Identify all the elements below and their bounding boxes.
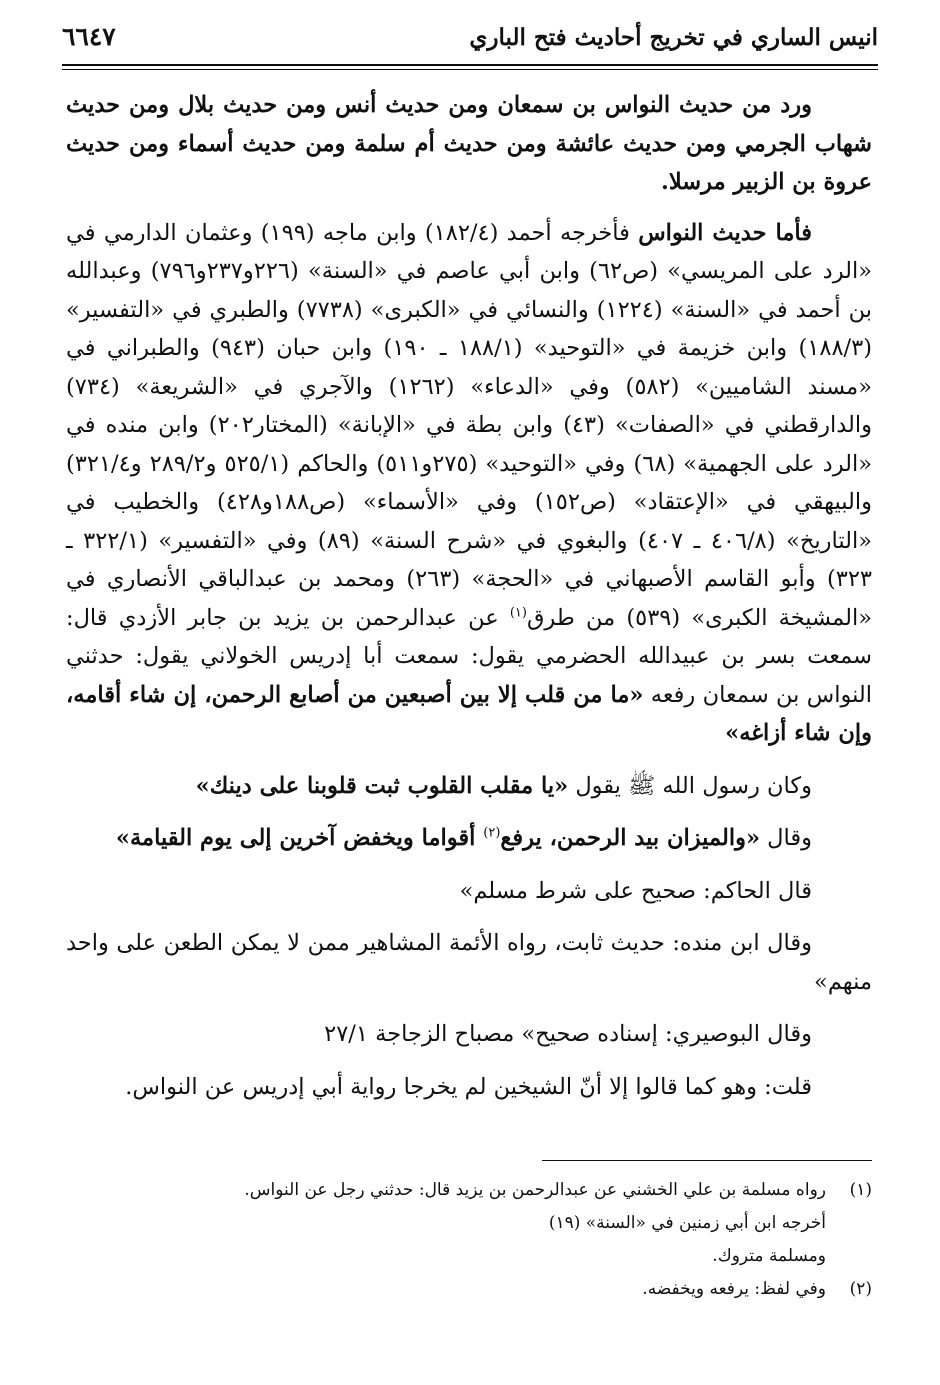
book-title: انيس الساري في تخريج أحاديث فتح الباري bbox=[469, 24, 878, 51]
hadith-mizan-2: أقواما ويخفض آخرين إلى يوم القيامة» bbox=[115, 825, 484, 851]
footnotes bbox=[66, 1174, 872, 1306]
footnote-1-line-3: ومسلمة متروك. bbox=[712, 1246, 826, 1266]
paragraph-takhrij: فأما حديث النواس فأخرجه أحمد (١٨٢/٤) وابن ماجه (١٩٩) وعثمان الدارمي في «الرد على المريسي» (ص٦٢) وابن أبي عاصم في «السنة» (٢٢٦و٢٣٧و٧٩٦) وعبدالله بن أحمد في «السنة» (١٢٢٤) والنسائي في «الكبرى» (٧٧٣٨) والطبري في «التفسير» (١٨٨/٣) وابن خزيمة في «التوحيد» (١٨٨/١ ـ ١٩٠) وابن حبان (٩٤٣) والطبراني في «مسند الشاميين» (٥٨٢) وفي «الدعاء» (١٢٦٢) والآجري في «الشريعة» (٧٣٤) والدارقطني في «الصفات» (٤٣) وابن بطة في «الإبانة» (المختار٢٠٢) وابن منده في «الرد على الجهمية» (٦٨) وفي «التوحيد» (٢٧٥و٥١١) والحاكم (٥٢٥/١ و٢٨٩/٢ و٣٢١/٤) والبيهقي في «الإعتقاد» (ص١٥٢) وفي «الأسماء» (ص١٨٨و٤٢٨) والخطيب في «التاريخ» (٤٠٦/٨ ـ ٤٠٧) والبغوي في «شرح السنة» (٨٩) وفي «التفسير» (٣٢٢/١ ـ ٣٢٣) وأبو القاسم الأصبهاني في «الحجة» (٢٦٣) ومحمد بن عبدالباقي الأنصاري في «المشيخة الكبرى» (٥٣٩) من طرق$^{(١)}$ عن عبدالرحمن بن يزيد بن جابر الأزدي قال: سمعت بسر بن عبيدالله الحضرمي يقول: سمعت أبا إدريس الخولاني يقول: حدثني النواس بن سمعان رفعه «ما من قلب إلا بين أصبعين من أصابع الرحمن، إن شاء أقامه، وإن شاء أزاغه» bbox=[66, 219, 873, 746]
paragraph-busiri: وقال البوصيري: إسناده صحيح» مصباح الزجاجة ٢٧/١ bbox=[324, 1021, 812, 1047]
hadith-mizan-1: «والميزان بيد الرحمن، يرفع bbox=[500, 825, 761, 851]
footnote-ref-2[interactable]: (٢) bbox=[483, 825, 501, 841]
paragraph-intro: ورد من حديث النواس بن سمعان ومن حديث أنس ومن حديث بلال ومن حديث شهاب الجرمي ومن حديث عائشة ومن حديث أم سلمة ومن حديث أسماء ومن حديث عروة بن الزبير مرسلا. bbox=[66, 92, 872, 195]
paragraph-ibn-mandah: وقال ابن منده: حديث ثابت، رواه الأئمة المشاهير ممن لا يمكن الطعن على واحد منهم» bbox=[66, 930, 872, 995]
footnote-1: (١) رواه مسلمة بن علي الخشني عن عبدالرحمن بن يزيد قال: حدثني رجل عن النواس. bbox=[66, 1174, 872, 1207]
footnote-1-line-2: أخرجه ابن أبي زمنين في «السنة» (١٩) bbox=[548, 1213, 826, 1233]
hadith-dua: «يا مقلب القلوب ثبت قلوبنا على دينك» bbox=[195, 772, 569, 799]
paragraph-hakim: قال الحاكم: صحيح على شرط مسلم» bbox=[459, 877, 812, 904]
main-text bbox=[66, 86, 872, 1106]
footnote-number: (٢) bbox=[849, 1279, 872, 1299]
header-rule-thick bbox=[62, 64, 878, 66]
hadith-text: «ما من قلب إلا بين أصبعين من أصابع الرحمن، إن شاء أقامه، وإن شاء أزاغه» bbox=[66, 681, 872, 746]
footnote-2: (٢) وفي لفظ: يرفعه ويخفضه. bbox=[66, 1273, 872, 1306]
paragraph-dua: وكان رسول الله ﷺ يقول «يا مقلب القلوب ثبت قلوبنا على دينك» bbox=[195, 772, 812, 799]
footnote-number: (١) bbox=[849, 1180, 872, 1200]
running-header bbox=[62, 18, 878, 62]
section-lead: فأما حديث النواس bbox=[638, 219, 812, 246]
footnote-ref-1[interactable]: (١) bbox=[509, 605, 527, 620]
header-rule-thin bbox=[62, 69, 878, 70]
page-number: ٦٦٤٧ bbox=[62, 22, 116, 51]
paragraph-conclusion: قلت: وهو كما قالوا إلا أنّ الشيخين لم يخرجا رواية أبي إدريس عن النواس. bbox=[125, 1073, 812, 1100]
footnote-separator bbox=[542, 1160, 872, 1161]
paragraph-mizan: وقال «والميزان بيد الرحمن، يرفع$^{(٢)}$ أقواما ويخفض آخرين إلى يوم القيامة» bbox=[115, 825, 812, 851]
